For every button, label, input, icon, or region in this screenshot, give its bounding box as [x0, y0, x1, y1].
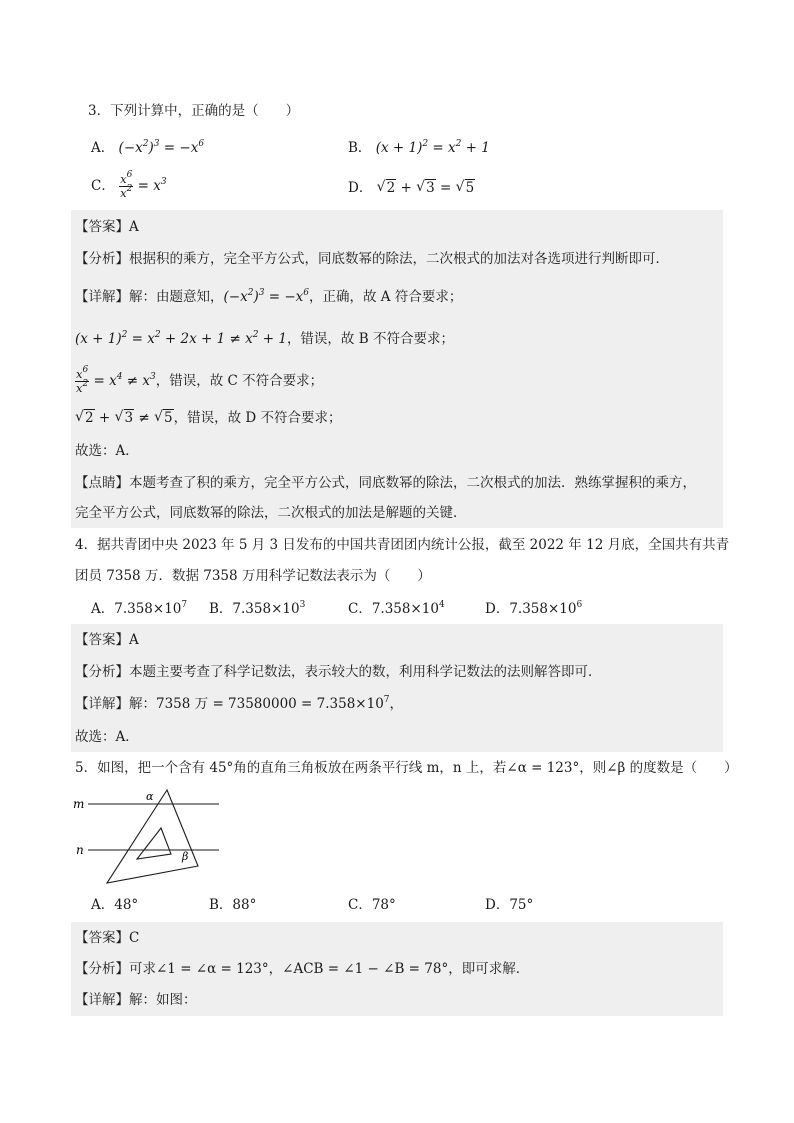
q3-option-c-rhs: = $x^3$ — [137, 177, 167, 194]
q5-figure — [70, 788, 230, 888]
detail-tail: ，错误，故 B 不符合要求； — [286, 331, 454, 347]
q3-answer — [75, 217, 139, 237]
detail-tag: 【详解】 — [75, 289, 129, 305]
q3-option-a-formula: $(-x^2)^3 = -x^6$ — [118, 139, 205, 156]
label-n: n — [76, 843, 84, 857]
detail-text: 解：由题意知， — [129, 289, 224, 305]
answer-value: C — [129, 930, 140, 946]
q3-option-b[interactable] — [348, 138, 490, 158]
detail-formula: = $x^4 \ne x^3$ — [93, 372, 156, 389]
q3-detail-line-4 — [75, 408, 342, 428]
detail-exp: 7 — [383, 695, 390, 705]
q4-option-b[interactable] — [209, 599, 305, 619]
q3-option-d-label: D． — [348, 180, 373, 196]
comment-text: 本题考查了积的乘方，完全平方公式，同底数幂的除法，二次根式的加法．熟练掌握积的乘方， — [129, 475, 696, 491]
q4-answer-block — [71, 624, 723, 752]
detail-text: 解：7358 万 = 73580000 = 7.358×10 — [129, 696, 384, 712]
q3-comment-line-2: 完全平方公式，同底数幂的除法，二次根式的加法是解题的关键． — [75, 505, 467, 521]
q4-option-d[interactable] — [485, 599, 582, 619]
q4-option-a[interactable] — [91, 599, 187, 619]
q5-analysis — [75, 959, 529, 979]
q4-option-c-text: C．7.358×10 — [348, 601, 439, 617]
analysis-text: 根据积的乘方，完全平方公式，同底数幂的除法，二次根式的加法对各选项进行判断即可． — [129, 251, 669, 267]
detail-formula: $(x + 1)^2 = x^2 + 2x + 1 \ne x^2 + 1$ — [75, 330, 287, 347]
detail-formula: $(-x^2)^3 = -x^6$ — [223, 288, 310, 305]
q3-comment-line-1 — [75, 473, 696, 493]
triangle-inner — [137, 828, 171, 859]
q4-answer — [75, 630, 139, 650]
detail-tail: ，错误，故 C 不符合要求； — [155, 373, 324, 389]
q4-option-c-exp: 4 — [438, 600, 445, 610]
q5-option-c[interactable]: C．78° — [348, 897, 396, 913]
comment-tag: 【点睛】 — [75, 475, 129, 491]
analysis-text: 可求∠1 = ∠α = 123°，∠ACB = ∠1 − ∠B = 78°，即可求解． — [129, 961, 530, 977]
q3-option-c[interactable] — [91, 170, 167, 202]
q3-option-a-label: A． — [91, 140, 115, 156]
analysis-tag: 【分析】 — [75, 961, 129, 977]
q3-analysis — [75, 249, 669, 269]
q4-option-d-text: D．7.358×10 — [485, 601, 577, 617]
q4-option-d-exp: 6 — [576, 600, 583, 610]
q4-option-a-text: A．7.358×10 — [91, 601, 182, 617]
detail-tail: ，正确，故 A 符合要求； — [309, 289, 463, 305]
analysis-tag: 【分析】 — [75, 664, 129, 680]
detail-tail: ， — [389, 696, 404, 712]
answer-tag: 【答案】 — [75, 632, 129, 648]
q3-choose: 故选：A． — [75, 443, 139, 459]
detail-text: 解：如图： — [129, 992, 197, 1008]
q4-stem-line-1: 4．据共青团中央 2023 年 5 月 3 日发布的中国共青团团内统计公报，截至 2022 年 12 月底，全国共有共青 — [75, 537, 730, 553]
q3-detail-line-3 — [75, 365, 323, 397]
answer-value: A — [129, 219, 139, 235]
q3-option-a[interactable] — [91, 138, 204, 158]
q3-option-c-fraction: $\frac{x^6}{x^2}$ — [120, 169, 133, 200]
q4-option-b-exp: 3 — [299, 600, 306, 610]
q5-option-a[interactable]: A．48° — [91, 897, 139, 913]
q4-detail — [75, 694, 403, 714]
q4-analysis — [75, 662, 602, 682]
label-m: m — [73, 797, 85, 811]
q4-option-c[interactable] — [348, 599, 445, 619]
q3-option-c-label: C． — [91, 178, 115, 194]
detail-formula: √ 2 + √ 3 ≠ √ 5 — [75, 410, 174, 426]
analysis-text: 本题主要考查了科学记数法，表示较大的数，利用科学记数法的法则解答即可． — [129, 664, 602, 680]
label-alpha: α — [146, 790, 154, 803]
q5-option-d[interactable]: D．75° — [485, 897, 534, 913]
answer-tag: 【答案】 — [75, 930, 129, 946]
q3-option-d[interactable] — [348, 178, 475, 198]
detail-tail: ，错误，故 D 不符合要求； — [173, 410, 342, 426]
q3-option-b-label: B． — [348, 140, 372, 156]
detail-fraction: $\frac{x^6}{x^2}$ — [76, 364, 89, 395]
answer-value: A — [129, 632, 139, 648]
q3-option-b-formula: $(x + 1)^2 = x^2 + 1$ — [375, 139, 490, 156]
q4-choose: 故选：A． — [75, 729, 139, 745]
q5-answer — [75, 928, 139, 948]
q4-option-b-text: B．7.358×10 — [209, 601, 300, 617]
label-beta: β — [182, 850, 189, 863]
analysis-tag: 【分析】 — [75, 251, 129, 267]
q3-detail-line-1 — [75, 287, 462, 307]
detail-tag: 【详解】 — [75, 696, 129, 712]
q3-detail-line-2 — [75, 329, 454, 349]
answer-tag: 【答案】 — [75, 219, 129, 235]
detail-tag: 【详解】 — [75, 992, 129, 1008]
q5-stem: 5．如图，把一个含有 45°角的直角三角板放在两条平行线 m，n 上，若∠α = 123°，则∠β 的度数是（ ） — [75, 760, 738, 776]
q4-stem-line-2: 团员 7358 万．数据 7358 万用科学记数法表示为（ ） — [75, 568, 431, 584]
q3-option-d-formula: √ 2 + √ 3 = √ 5 — [377, 180, 476, 196]
q4-option-a-exp: 7 — [181, 600, 188, 610]
q5-option-b[interactable]: B．88° — [209, 897, 257, 913]
q5-detail — [75, 990, 197, 1010]
q3-stem: 3．下列计算中，正确的是（ ） — [88, 103, 300, 119]
